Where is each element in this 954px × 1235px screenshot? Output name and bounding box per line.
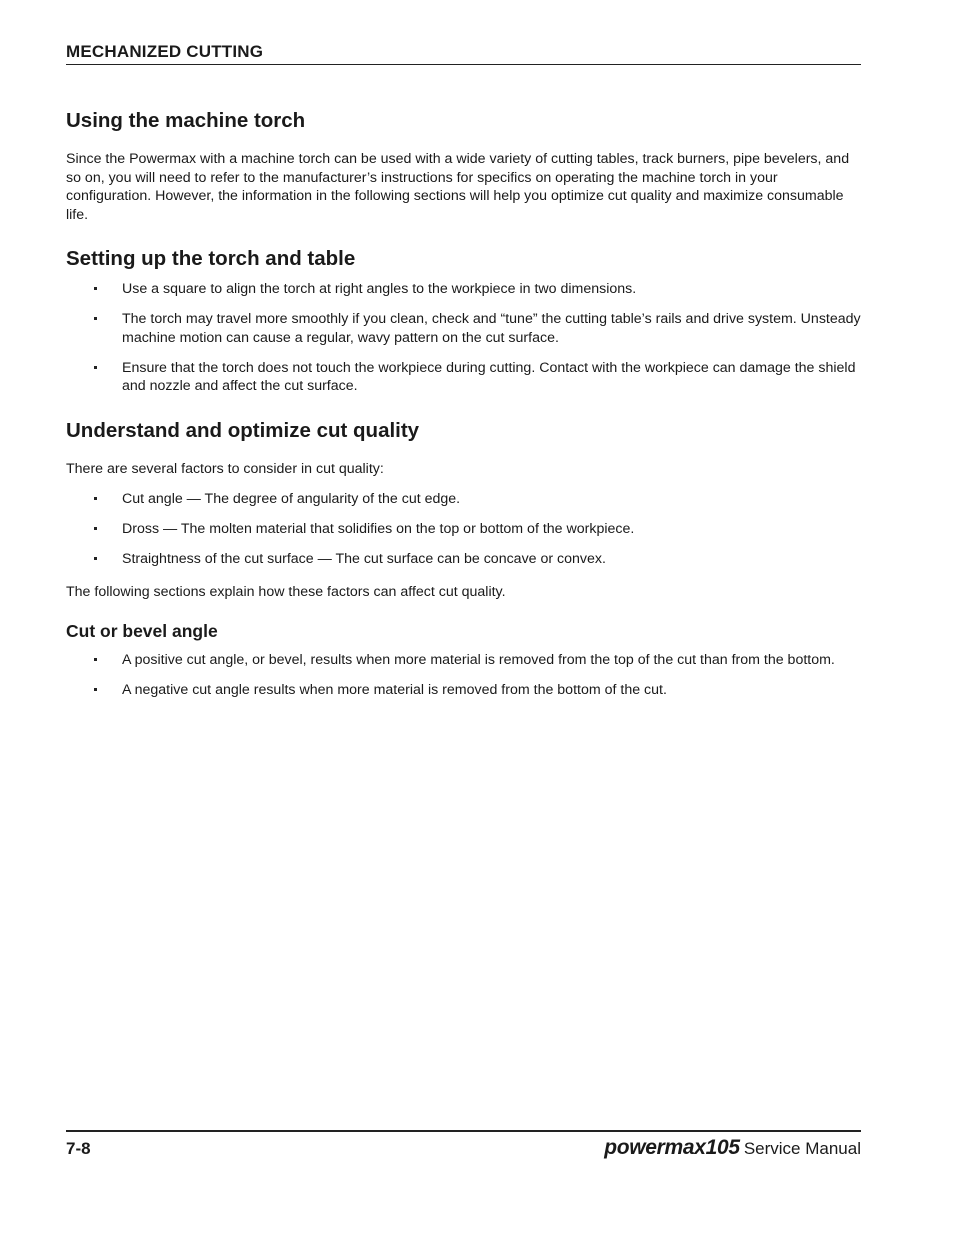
list-item-text: A negative cut angle results when more material is removed from the bottom of the cut. bbox=[122, 682, 667, 699]
bullet-icon bbox=[94, 497, 97, 500]
footer-rule bbox=[66, 1130, 861, 1132]
manual-page bbox=[66, 0, 861, 1235]
bevel-bullet-list bbox=[66, 651, 861, 700]
list-item bbox=[66, 490, 861, 509]
paragraph-cut-quality-outro: The following sections explain how these factors can affect cut quality. bbox=[66, 584, 506, 601]
list-item-text: A positive cut angle, or bevel, results when more material is removed from the top of the cut than from the bottom. bbox=[122, 652, 835, 669]
subsection-title-bevel: Cut or bevel angle bbox=[66, 621, 218, 642]
setup-bullet-list bbox=[66, 280, 861, 396]
bullet-icon bbox=[94, 527, 97, 530]
cut-quality-bullet-list bbox=[66, 490, 861, 569]
page-content bbox=[66, 108, 861, 700]
section-title-cut-quality: Understand and optimize cut quality bbox=[66, 418, 420, 442]
footer-suffix: Service Manual bbox=[743, 1139, 861, 1158]
bullet-icon bbox=[94, 366, 97, 369]
brand-logo-text: powermax105 bbox=[604, 1136, 740, 1159]
bullet-icon bbox=[94, 557, 97, 560]
paragraph-cut-quality-intro: There are several factors to consider in cut quality: bbox=[66, 460, 384, 477]
footer-title bbox=[604, 1136, 861, 1160]
list-item-text: Use a square to align the torch at right angles to the workpiece in two dimensions. bbox=[122, 280, 637, 297]
list-item bbox=[66, 681, 861, 700]
list-item-text: Straightness of the cut surface — The cut surface can be concave or convex. bbox=[122, 550, 606, 567]
running-head: MECHANIZED CUTTING bbox=[66, 42, 264, 61]
header-rule bbox=[66, 64, 861, 65]
list-item-text: The torch may travel more smoothly if you clean, check and “tune” the cutting table’s rails and drive system. Unsteady machine motion can cause a regular, wavy pattern on the cut surface. bbox=[122, 310, 861, 346]
paragraph-machine-torch: Since the Powermax with a machine torch can be used with a wide variety of cutting tables, track burners, pipe bevelers, and so on, you will need to refer to the manufacturer’s instructions for specifics on operating the machine torch in your configuration. However, the information in the following sections will help you optimize cut quality and maximize consumable life. bbox=[66, 151, 850, 224]
list-item bbox=[66, 280, 861, 299]
list-item bbox=[66, 520, 861, 539]
list-item-text: Cut angle — The degree of angularity of the cut edge. bbox=[122, 490, 461, 507]
list-item bbox=[66, 359, 861, 396]
section-title-machine-torch: Using the machine torch bbox=[66, 109, 306, 132]
list-item bbox=[66, 550, 861, 569]
bullet-icon bbox=[94, 688, 97, 691]
list-item bbox=[66, 310, 861, 347]
bullet-icon bbox=[94, 658, 97, 661]
bullet-icon bbox=[94, 287, 97, 290]
bullet-icon bbox=[94, 317, 97, 320]
list-item-text: Ensure that the torch does not touch the workpiece during cutting. Contact with the workpiece can damage the shield and nozzle and affect the cut surface. bbox=[122, 359, 856, 395]
section-title-setup: Setting up the torch and table bbox=[66, 246, 356, 270]
list-item bbox=[66, 651, 861, 670]
list-item-text: Dross — The molten material that solidifies on the top or bottom of the workpiece. bbox=[122, 520, 635, 537]
page-number: 7-8 bbox=[66, 1139, 91, 1158]
